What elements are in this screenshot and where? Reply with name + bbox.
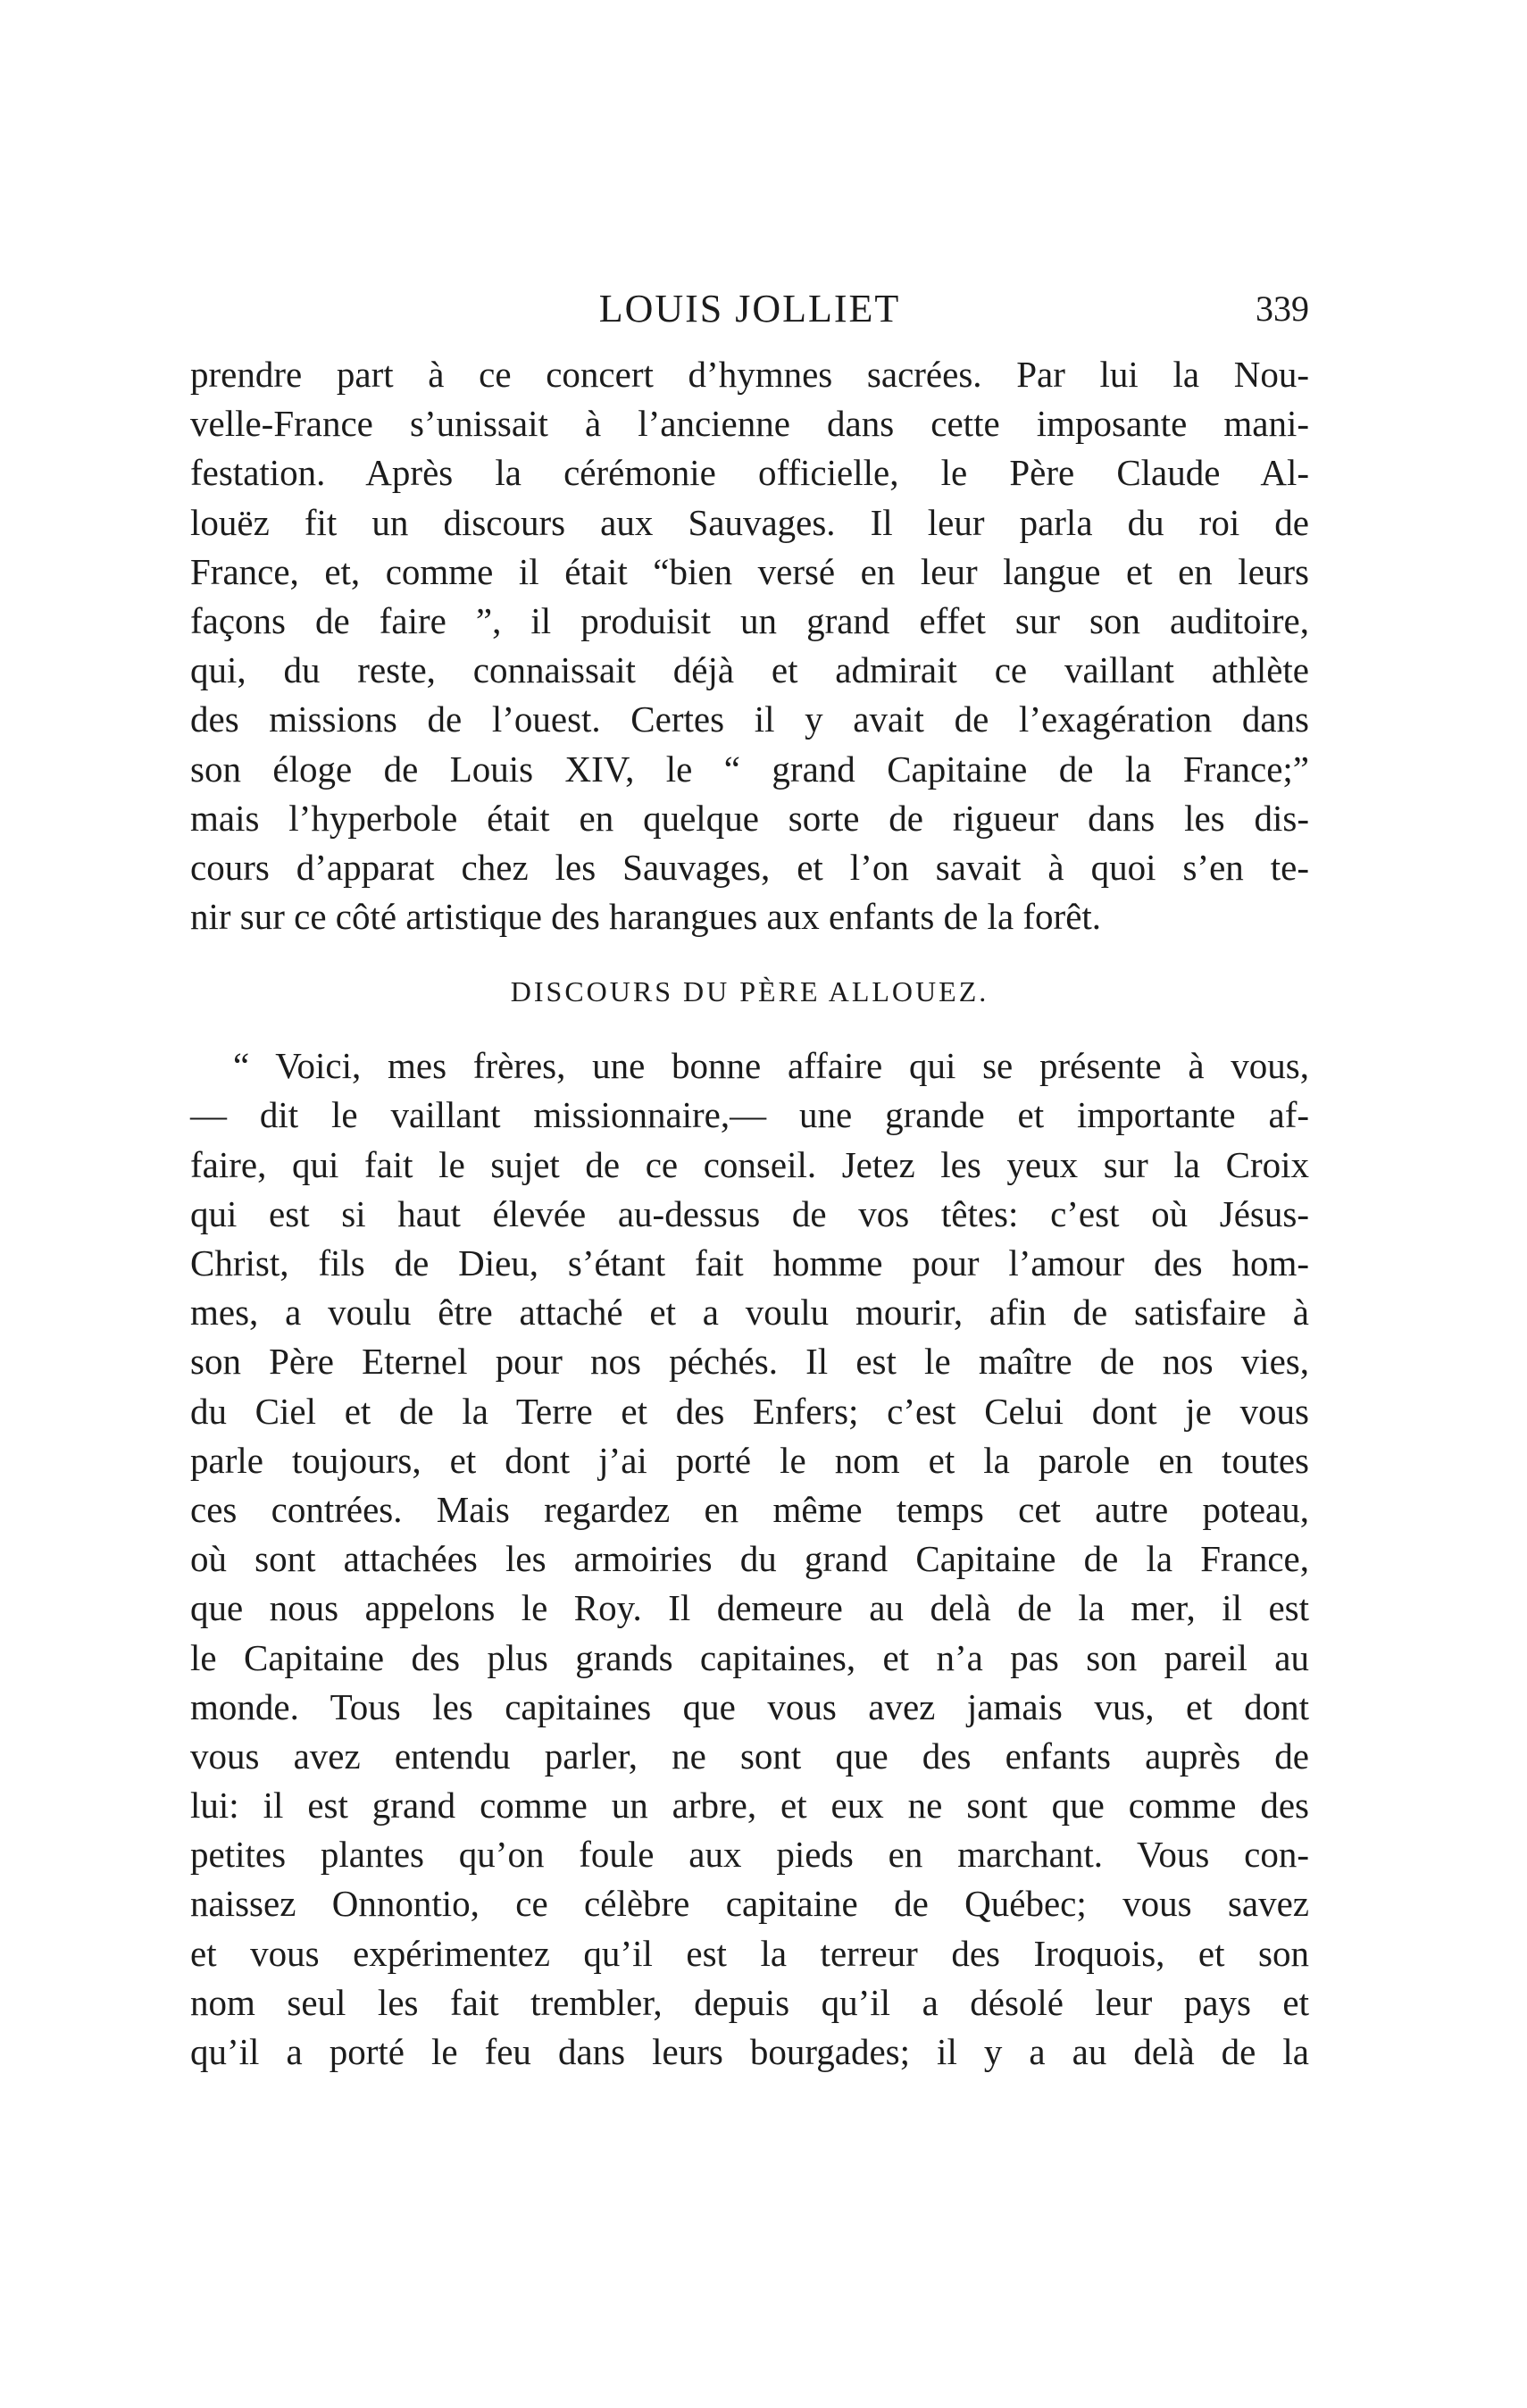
text-line: “ Voici, mes frères, une bonne affaire qui se présente à vous, xyxy=(233,1045,1309,1087)
text-line: mes, a voulu être attaché et a voulu mourir, afin de satisfaire à xyxy=(190,1292,1309,1334)
text-line: nir sur ce côté artistique des harangues aux enfants de la forêt. xyxy=(190,896,1102,938)
text-line: monde. Tous les capitaines que vous avez jamais vus, et dont xyxy=(190,1685,1309,1727)
text-line: son éloge de Louis XIV, le “ grand Capitaine de la France;” xyxy=(190,748,1309,790)
text-line: Christ, fils de Dieu, s’étant fait homme pour l’amour des hom- xyxy=(190,1242,1309,1283)
running-title: LOUIS JOLLIET xyxy=(598,287,901,330)
text-line: du Ciel et de la Terre et des Enfers; c’est Celui dont je vous xyxy=(190,1390,1309,1432)
text-line: ces contrées. Mais regardez en même temps cet autre poteau, xyxy=(190,1488,1309,1530)
text-line: vous avez entendu parler, ne sont que des enfants auprès de xyxy=(190,1735,1309,1777)
text-line: le Capitaine des plus grands capitaines, et n’a pas son pareil au xyxy=(190,1636,1309,1678)
text-line: mais l’hyperbole était en quelque sorte de rigueur dans les dis- xyxy=(190,797,1309,839)
paragraph-2 xyxy=(190,1041,1309,2077)
text-line: nom seul les fait trembler, depuis qu’il a désolé leur pays et xyxy=(190,1981,1309,2023)
page-number: 339 xyxy=(1256,288,1309,329)
text-line: — dit le vaillant missionnaire,— une grande et importante af- xyxy=(190,1094,1309,1136)
section-heading: DISCOURS DU PÈRE ALLOUEZ. xyxy=(510,975,989,1008)
text-line: louëz fit un discours aux Sauvages. Il leur parla du roi de xyxy=(190,501,1309,543)
text-line: naissez Onnontio, ce célèbre capitaine de Québec; vous savez xyxy=(190,1883,1309,1925)
text-line: qui, du reste, connaissait déjà et admirait ce vaillant athlète xyxy=(190,649,1309,691)
text-line: parle toujours, et dont j’ai porté le nom et la parole en toutes xyxy=(190,1439,1309,1481)
text-line: où sont attachées les armoiries du grand Capitaine de la France, xyxy=(190,1538,1309,1580)
running-head xyxy=(190,282,1309,336)
text-line: cours d’apparat chez les Sauvages, et l’on savait à quoi s’en te- xyxy=(190,846,1309,888)
text-line: que nous appelons le Roy. Il demeure au delà de la mer, il est xyxy=(190,1587,1309,1629)
text-line: velle-France s’unissait à l’ancienne dans cette imposante mani- xyxy=(190,403,1309,445)
text-line: France, et, comme il était “bien versé en leur langue et en leurs xyxy=(190,550,1309,592)
text-line: festation. Après la cérémonie officielle, le Père Claude Al- xyxy=(190,452,1309,494)
paragraph-1 xyxy=(190,350,1309,941)
text-line: qui est si haut élevée au-dessus de vos têtes: c’est où Jésus- xyxy=(190,1192,1309,1234)
text-line: faire, qui fait le sujet de ce conseil. Jetez les yeux sur la Croix xyxy=(190,1143,1309,1185)
text-line: des missions de l’ouest. Certes il y avait de l’exagération dans xyxy=(190,698,1309,740)
text-line: prendre part à ce concert d’hymnes sacrées. Par lui la Nou- xyxy=(190,354,1309,395)
text-line: petites plantes qu’on foule aux pieds en marchant. Vous con- xyxy=(190,1834,1309,1876)
text-line: façons de faire ”, il produisit un grand effet sur son auditoire, xyxy=(190,599,1309,641)
text-line: lui: il est grand comme un arbre, et eux ne sont que comme des xyxy=(190,1785,1309,1827)
book-page xyxy=(190,282,1309,2077)
text-line: son Père Eternel pour nos péchés. Il est le maître de nos vies, xyxy=(190,1341,1309,1383)
text-line: et vous expérimentez qu’il est la terreur des Iroquois, et son xyxy=(190,1932,1309,1974)
text-line: qu’il a porté le feu dans leurs bourgades; il y a au delà de la xyxy=(190,2031,1309,2072)
